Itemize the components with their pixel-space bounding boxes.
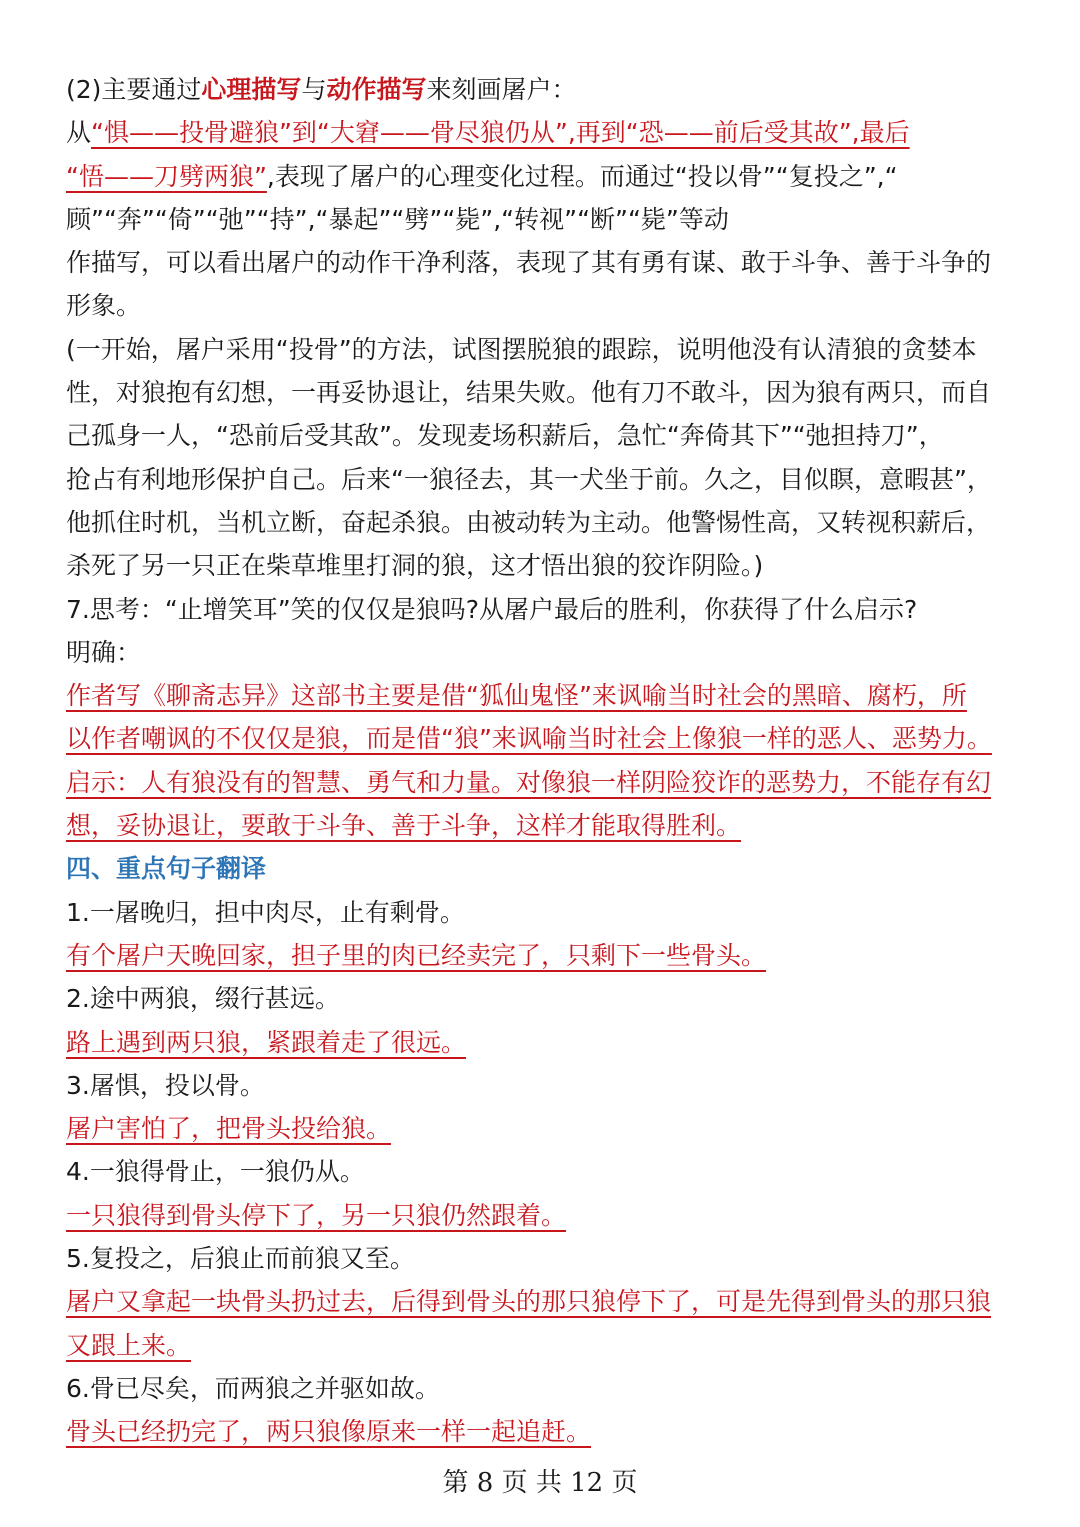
analysis-highlight: “悟——刀劈两狼” — [66, 161, 267, 191]
translation-text: 路上遇到两只狼，紧跟着走了很远。 — [66, 1027, 467, 1057]
analysis-text: 从 — [66, 118, 92, 148]
intro-suffix: 来刻画屠户： — [426, 75, 577, 104]
note-line: (一开始，屠户采用“投骨”的方法，试图摆脱狼的跟踪，说明他没有认清狼的贪婪本 — [66, 334, 977, 364]
intro-mid: 与 — [301, 75, 327, 104]
analysis-line: 顾”“奔”“倚”“弛”“持”,“暴起”“劈”“毙”,“转视”“断”“毙”等动 — [66, 204, 729, 234]
sentence-source: 4.一狼得骨止，一狼仍从。 — [66, 1157, 365, 1187]
answer-line — [66, 804, 1018, 847]
sentence-source: 2.途中两狼，缀行甚远。 — [66, 984, 340, 1014]
note-line: 性，对狼抱有幻想，一再妥协退让，结果失败。他有刀不敢斗，因为狼有两只，而自 — [66, 378, 992, 408]
analysis-highlight: “惧——投骨避狼”到“大窘——骨尽狼仍从”,再到“恐——前后受其故”,最后 — [91, 118, 910, 148]
sentence-source: 1.一屠晚归，担中肉尽，止有剩骨。 — [66, 897, 465, 927]
sentence-source: 6.骨已尽矣，而两狼之并驱如故。 — [66, 1373, 440, 1403]
keyword-action: 动作描写 — [326, 75, 427, 104]
translation-text: 有个屠户天晚回家，担子里的肉已经卖完了，只剩下一些骨头。 — [66, 940, 767, 970]
sentence-translation — [66, 1280, 1018, 1323]
sentence-translation — [66, 1410, 1018, 1453]
sentence-translation — [66, 934, 1018, 977]
answer-text: 作者写《聊斋志异》这部书主要是借“狐仙鬼怪”来讽喻当时社会的黑暗、腐朽，所 — [66, 681, 967, 711]
note-line: 杀死了另一只正在柴草堆里打洞的狼，这才悟出狼的狡诈阴险。) — [66, 551, 764, 581]
note-line: 他抓住时机，当机立断，奋起杀狼。由被动转为主动。他警惕性高，又转视积薪后， — [66, 507, 992, 537]
translation-text: 屠户又拿起一块骨头扔过去，后得到骨头的那只狼停下了，可是先得到骨头的那只狼 — [66, 1287, 992, 1317]
section-title: 四、重点句子翻译 — [66, 854, 267, 884]
sentence-translation — [66, 1021, 1018, 1064]
sentence-translation — [66, 1194, 1018, 1237]
analysis-line — [66, 111, 1018, 154]
answer-text: 以作者嘲讽的不仅仅是狼，而是借“狼”来讽喻当时社会上像狼一样的恶人、恶势力。 — [66, 724, 992, 754]
analysis-text: ,表现了屠户的心理变化过程。而通过“投以骨”“复投之”,“ — [266, 161, 898, 191]
answer-label: 明确： — [66, 637, 142, 667]
sentence-source: 3.屠惧，投以骨。 — [66, 1070, 265, 1100]
note-line: 抢占有利地形保护自己。后来“一狼径去，其一犬坐于前。久之，目似瞑，意暇甚”， — [66, 464, 992, 494]
note-line: 己孤身一人，“恐前后受其敌”。发现麦场积薪后，急忙“奔倚其下”“弛担持刀”， — [66, 421, 944, 451]
translation-text: 一只狼得到骨头停下了，另一只狼仍然跟着。 — [66, 1200, 567, 1230]
answer-text: 启示：人有狼没有的智慧、勇气和力量。对像狼一样阴险狡诈的恶势力，不能存有幻 — [66, 767, 992, 797]
intro-prefix: (2)主要通过 — [66, 75, 202, 104]
analysis-line — [66, 155, 1018, 198]
sentence-translation — [66, 1324, 1018, 1367]
answer-line — [66, 761, 1018, 804]
analysis-line: 形象。 — [66, 291, 142, 321]
page-footer: 第 8 页 共 12 页 — [442, 1468, 638, 1498]
sentence-translation — [66, 1107, 1018, 1150]
answer-line — [66, 717, 1018, 760]
document-page — [66, 68, 1018, 1454]
translation-text: 骨头已经扔完了，两只狼像原来一样一起追赶。 — [66, 1417, 592, 1447]
question-line: 7.思考：“止增笑耳”笑的仅仅是狼吗?从屠户最后的胜利，你获得了什么启示? — [66, 594, 918, 624]
keyword-psychology: 心理描写 — [201, 75, 302, 104]
answer-text: 想，妥协退让，要敢于斗争、善于斗争，这样才能取得胜利。 — [66, 811, 742, 841]
analysis-line: 作描写，可以看出屠户的动作干净利落，表现了其有勇有谋、敢于斗争、善于斗争的 — [66, 248, 992, 278]
intro-line — [66, 68, 1018, 111]
translation-text: 屠户害怕了，把骨头投给狼。 — [66, 1114, 392, 1144]
sentence-source: 5.复投之，后狼止而前狼又至。 — [66, 1244, 415, 1274]
translation-text: 又跟上来。 — [66, 1330, 192, 1360]
answer-line — [66, 674, 1018, 717]
